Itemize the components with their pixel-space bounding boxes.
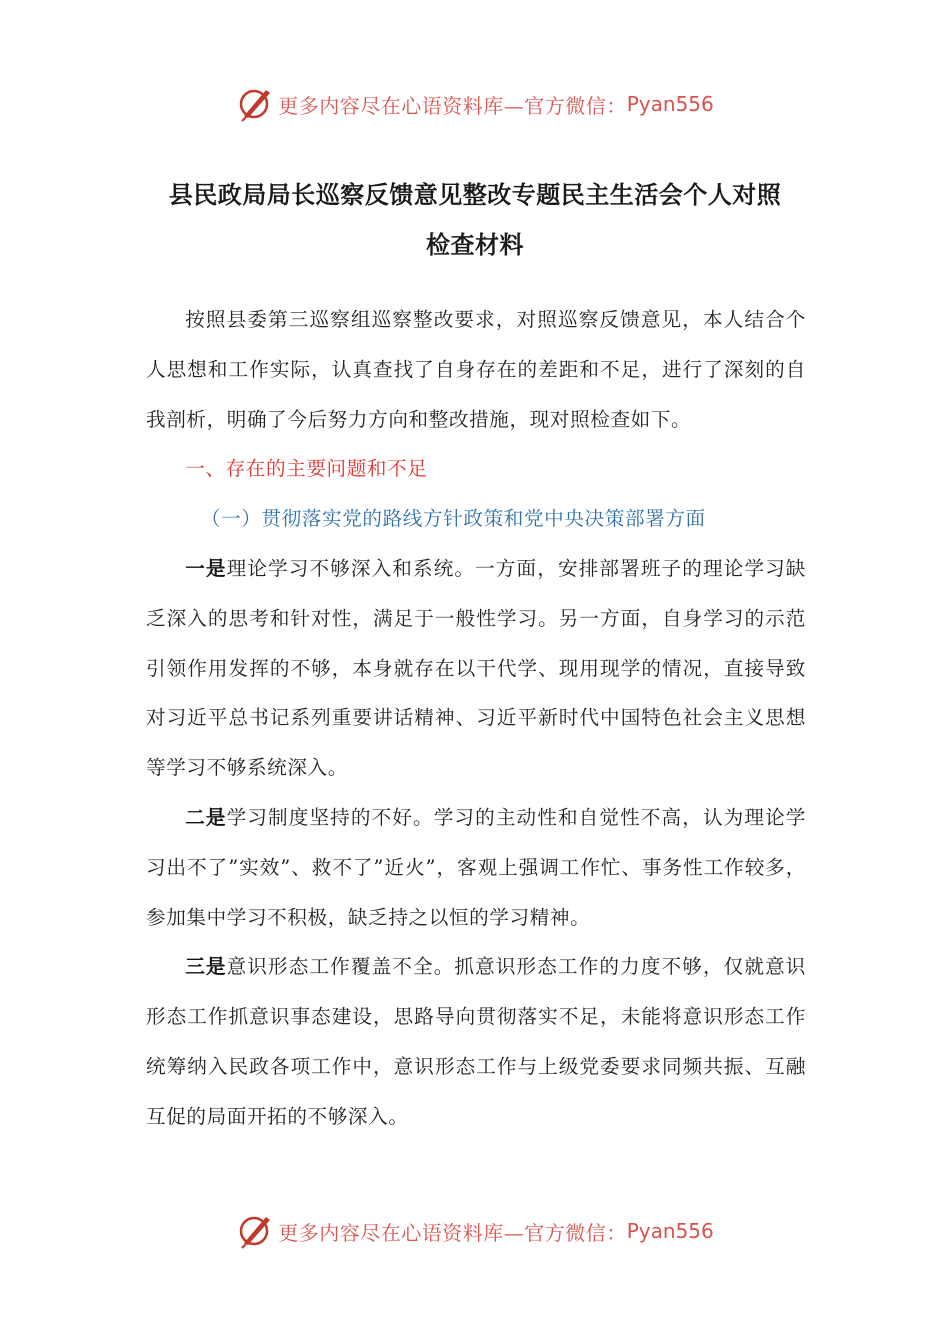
document-body (146, 295, 806, 1142)
footer-banner (0, 1209, 950, 1253)
quill-pen-logo-icon (236, 84, 276, 124)
title-line-1: 县民政局局长巡察反馈意见整改专题民主生活会个人对照 (168, 180, 782, 209)
item-lead: 三是 (185, 955, 227, 979)
banner-contact: Pyan556 (626, 92, 714, 116)
intro-paragraph: 按照县委第三巡察组巡察整改要求，对照巡察反馈意见，本人结合个人思想和工作实际，认真查找了自身存在的差距和不足，进行了深刻的自我剖析，明确了今后努力方向和整改措施，现对照检查如下。 (146, 308, 806, 431)
banner-contact: Pyan556 (626, 1219, 714, 1243)
header-banner (0, 82, 950, 126)
document-title (140, 170, 810, 270)
item-lead: 一是 (185, 556, 227, 580)
item-paragraph (146, 544, 806, 793)
item-lead: 二是 (185, 805, 227, 829)
item-text: 意识形态工作覆盖不全。抓意识形态工作的力度不够，仅就意识形态工作抓意识事态建设，思路导向贯彻落实不足，未能将意识形态工作统筹纳入民政各项工作中，意识形态工作与上级党委要求同频共振、互融互促的局面开拓的不够深入。 (146, 955, 806, 1128)
quill-pen-logo-icon (236, 1211, 276, 1251)
banner-slogan: 更多内容尽在心语资料库—官方微信： (278, 1220, 627, 1245)
banner-slogan: 更多内容尽在心语资料库—官方微信： (278, 93, 627, 118)
item-paragraph (146, 942, 806, 1141)
item-text: 理论学习不够深入和系统。一方面，安排部署班子的理论学习缺乏深入的思考和针对性，满足于一般性学习。另一方面，自身学习的示范引领作用发挥的不够，本身就存在以干代学、现用现学的情况，直接导致对习近平总书记系列重要讲话精神、习近平新时代中国特色社会主义思想等学习不够系统深入。 (146, 556, 806, 780)
title-line-2: 检查材料 (426, 230, 524, 259)
item-paragraph (146, 793, 806, 942)
section-heading: 一、存在的主要问题和不足 (185, 457, 428, 481)
item-text: 学习制度坚持的不好。学习的主动性和自觉性不高，认为理论学习出不了”实效”、救不了”近火”，客观上强调工作忙、事务性工作较多，参加集中学习不积极，缺乏持之以恒的学习精神。 (146, 805, 806, 929)
subsection-heading: （一）贯彻落实党的路线方针政策和党中央决策部署方面 (200, 507, 706, 531)
